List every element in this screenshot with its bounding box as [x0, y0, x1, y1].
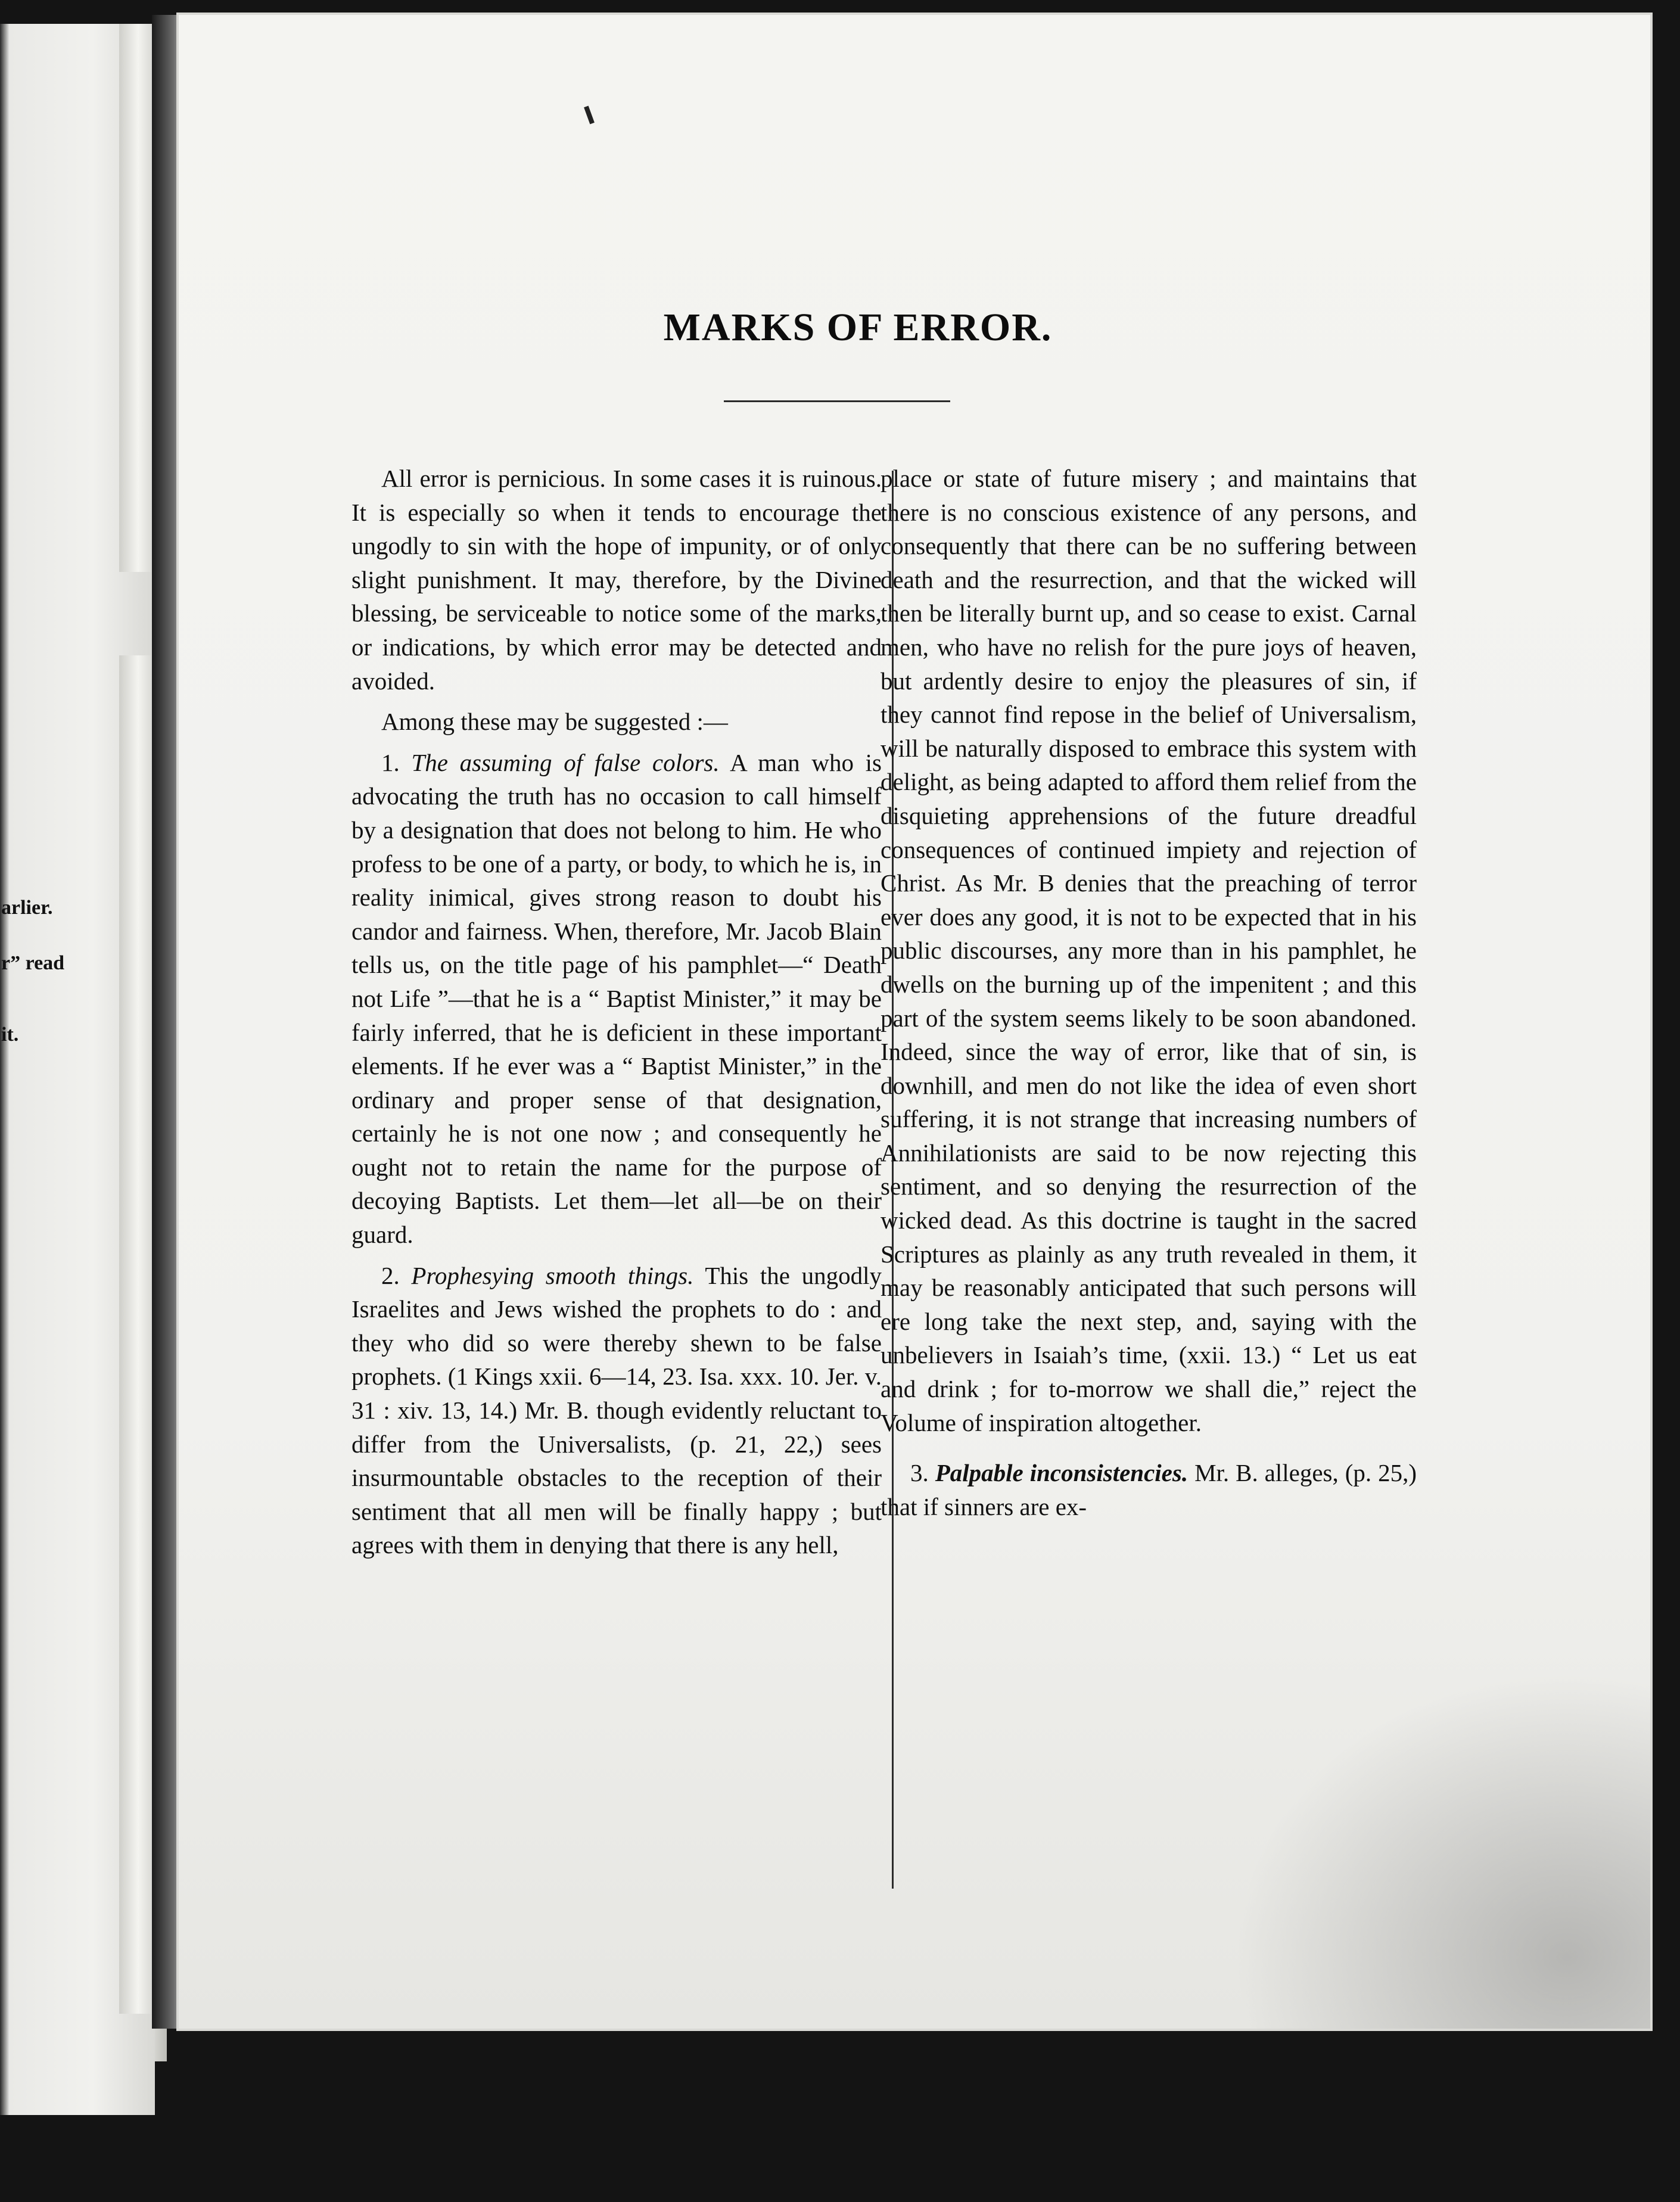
- section-body: This the ungodly Israelites and Jews wished the prophets to do : and they who did so were thereby shewn to be false prophets. (1 Kings xxii. 6—14, 23. Isa. xxx. 10. Jer. v. 31 : xiv. 13, 14.) Mr. B. though evidently reluctant to differ from the Universalists, (p. 21, 22,) sees insurmountable obstacles to the reception of their sentiment that all men will be finally happy ; but agrees with them in denying that there is any hell,: [351, 1261, 882, 1559]
- margin-fragment-1: arlier.: [1, 897, 53, 919]
- title-rule: [724, 400, 950, 402]
- paragraph-intro: All error is pernicious. In some cases it is ruinous. It is especially so when it tends to encourage the ungodly to sin with the hope of impunity, or of only slight punishment. It may, therefore, by the Divine blessing, be serviceable to notice some of the marks, or indications, by which error may be detected and avoided.: [351, 465, 882, 695]
- section-heading: Prophesying smooth things.: [411, 1261, 694, 1289]
- paragraph-continued: place or state of future misery ; and maintains that there is no conscious existence of any persons, and consequently that there can be no suffering between death and the resurrection, and that the wicked will then be literally burnt up, and so cease to exist. Carnal men, who have no relish for the pure joys of heaven, but ardently desire to enjoy the pleasures of sin, if they cannot find repose in the belief of Universalism, will be naturally disposed to embrace this system with delight, as being adapted to afford them relief from the disquieting apprehensions of the future dreadful consequences of continued impiety and rejection of Christ. As Mr. B denies that the preaching of terror ever does any good, it is not to be expected that in his public discourses, any more than in his pamphlet, he dwells on the burning up of the impenitent ; and this part of the system seems likely to be soon abandoned. Indeed, since the way of error, like that of sin, is downhill, and men do not like the idea of even short suffering, it is not strange that increasing numbers of Annihilationists are said to be now rejecting this sentiment, and so denying the resurrection of the wicked dead. As this doctrine is taught in the sacred Scriptures as plainly as any truth revealed in them, it may be reasonably anticipated that such persons will ere long take the next step, and, saying with the unbelievers in Isaiah’s time, (xxii. 13.) “ Let us eat and drink ; for to-morrow we shall die,” reject the Volume of inspiration altogether.: [881, 465, 1417, 1436]
- section-3: [881, 1456, 1417, 1523]
- section-heading: Palpable inconsistencies.: [935, 1459, 1189, 1487]
- section-1: [351, 746, 882, 1252]
- left-column: [351, 462, 882, 1562]
- section-number: 2.: [381, 1261, 400, 1289]
- section-2: [351, 1259, 882, 1562]
- section-body: Mr. B. alleges, (p. 25,) that if sinners are ex-: [881, 1459, 1417, 1520]
- paragraph-suggested: Among these may be suggested :—: [381, 708, 728, 736]
- section-heading: The assuming of false colors.: [411, 748, 720, 776]
- section-body: A man who is advocating the truth has no occasion to call himself by a designation that does not belong to him. He who profess to be one of a party, or body, to which he is, in reality inimical, gives strong reason to doubt his candor and fairness. When, therefore, Mr. Jacob Blain tells us, on the title page of his pamphlet—“ Death not Life ”—that he is a “ Baptist Minister,” it may be fairly inferred, that he is deficient in these important elements. If he ever was a “ Baptist Minister,” in the ordinary and proper sense of that designation, certainly he is not one now ; and consequently he ought not to retain the name for the purpose of decoying Baptists. Let them—let all—be on their guard.: [351, 748, 882, 1249]
- page-title: MARKS OF ERROR.: [663, 306, 1053, 350]
- right-column: [881, 462, 1417, 1523]
- margin-fragment-2: r” read: [1, 952, 65, 974]
- section-number: 3.: [910, 1459, 929, 1487]
- margin-fragment-3: it.: [1, 1024, 19, 1046]
- section-number: 1.: [381, 748, 400, 776]
- paper-tab: [0, 572, 155, 655]
- paper-tab: [0, 2014, 155, 2115]
- previous-page-edge: [0, 24, 155, 2061]
